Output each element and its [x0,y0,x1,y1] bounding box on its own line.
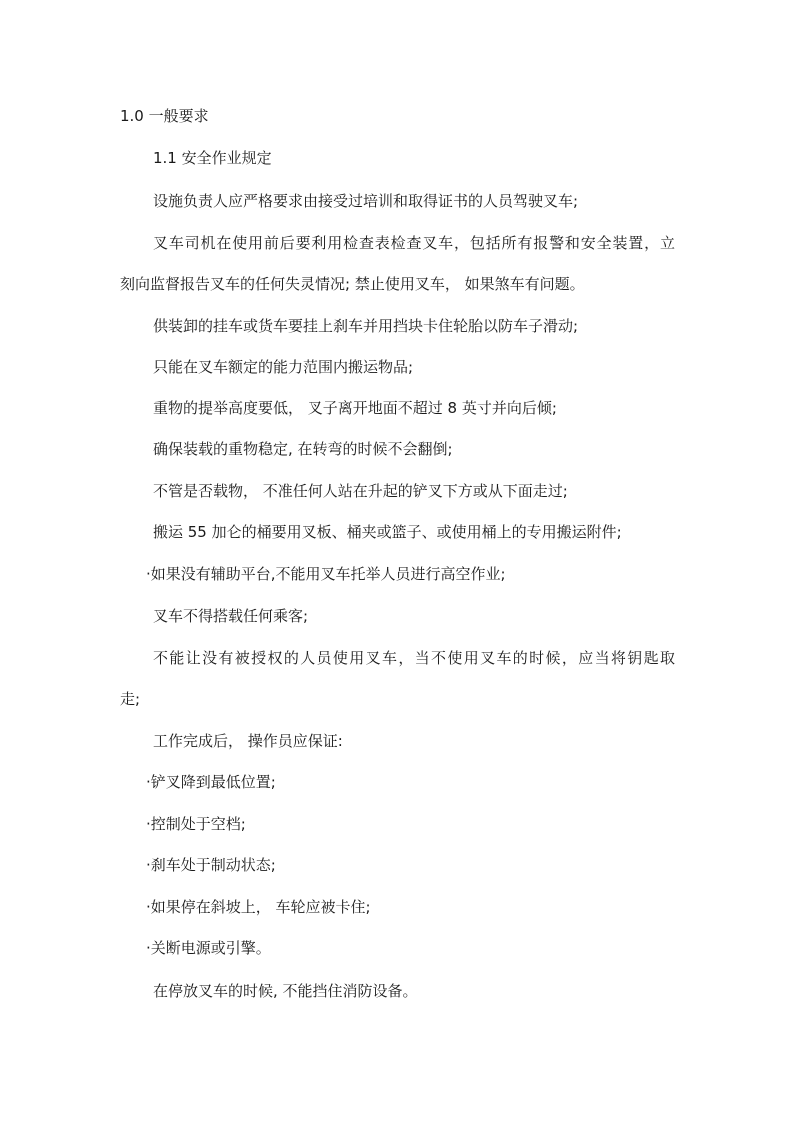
bullet-line: ·控制处于空档; [146,815,246,833]
bullet-line: ·铲叉降到最低位置; [146,773,276,791]
section-heading: 1.0 一般要求 [120,107,209,125]
paragraph-line: 只能在叉车额定的能力范围内搬运物品; [153,358,414,376]
bullet-line: ·如果没有辅助平台,不能用叉车托举人员进行高空作业; [146,565,506,583]
paragraph-line: 设施负责人应严格要求由接受过培训和取得证书的人员驾驶叉车; [153,192,579,210]
paragraph-line: 不管是否载物， 不准任何人站在升起的铲叉下方或从下面走过; [153,482,568,500]
bullet-line: ·如果停在斜坡上， 车轮应被卡住; [146,898,371,916]
paragraph-line: 搬运 55 加仑的桶要用叉板、桶夹或篮子、或使用桶上的专用搬运附件; [153,523,622,541]
bullet-line: ·刹车处于制动状态; [146,856,276,874]
paragraph-line: 不能让没有被授权的人员使用叉车，当不使用叉车的时候，应当将钥匙取 [153,649,675,667]
paragraph-line: 确保装载的重物稳定, 在转弯的时候不会翻倒; [153,440,453,458]
paragraph-line: 刻向监督报告叉车的任何失灵情况; 禁止使用叉车， 如果煞车有问题。 [120,275,585,293]
paragraph-line: 重物的提举高度要低， 叉子离开地面不超过 8 英寸并向后倾; [153,399,557,417]
paragraph-line: 叉车不得搭载任何乘客; [153,607,309,625]
paragraph-line: 走; [120,690,141,708]
paragraph-line: 供装卸的挂车或货车要挂上刹车并用挡块卡住轮胎以防车子滑动; [153,317,579,335]
paragraph-line: 在停放叉车的时候, 不能挡住消防设备。 [153,982,418,1000]
subsection-heading: 1.1 安全作业规定 [153,149,272,167]
bullet-line: ·关断电源或引擎。 [146,939,271,957]
paragraph-line: 叉车司机在使用前后要利用检查表检查叉车，包括所有报警和安全装置，立 [153,234,675,252]
paragraph-line: 工作完成后， 操作员应保证: [153,732,343,750]
